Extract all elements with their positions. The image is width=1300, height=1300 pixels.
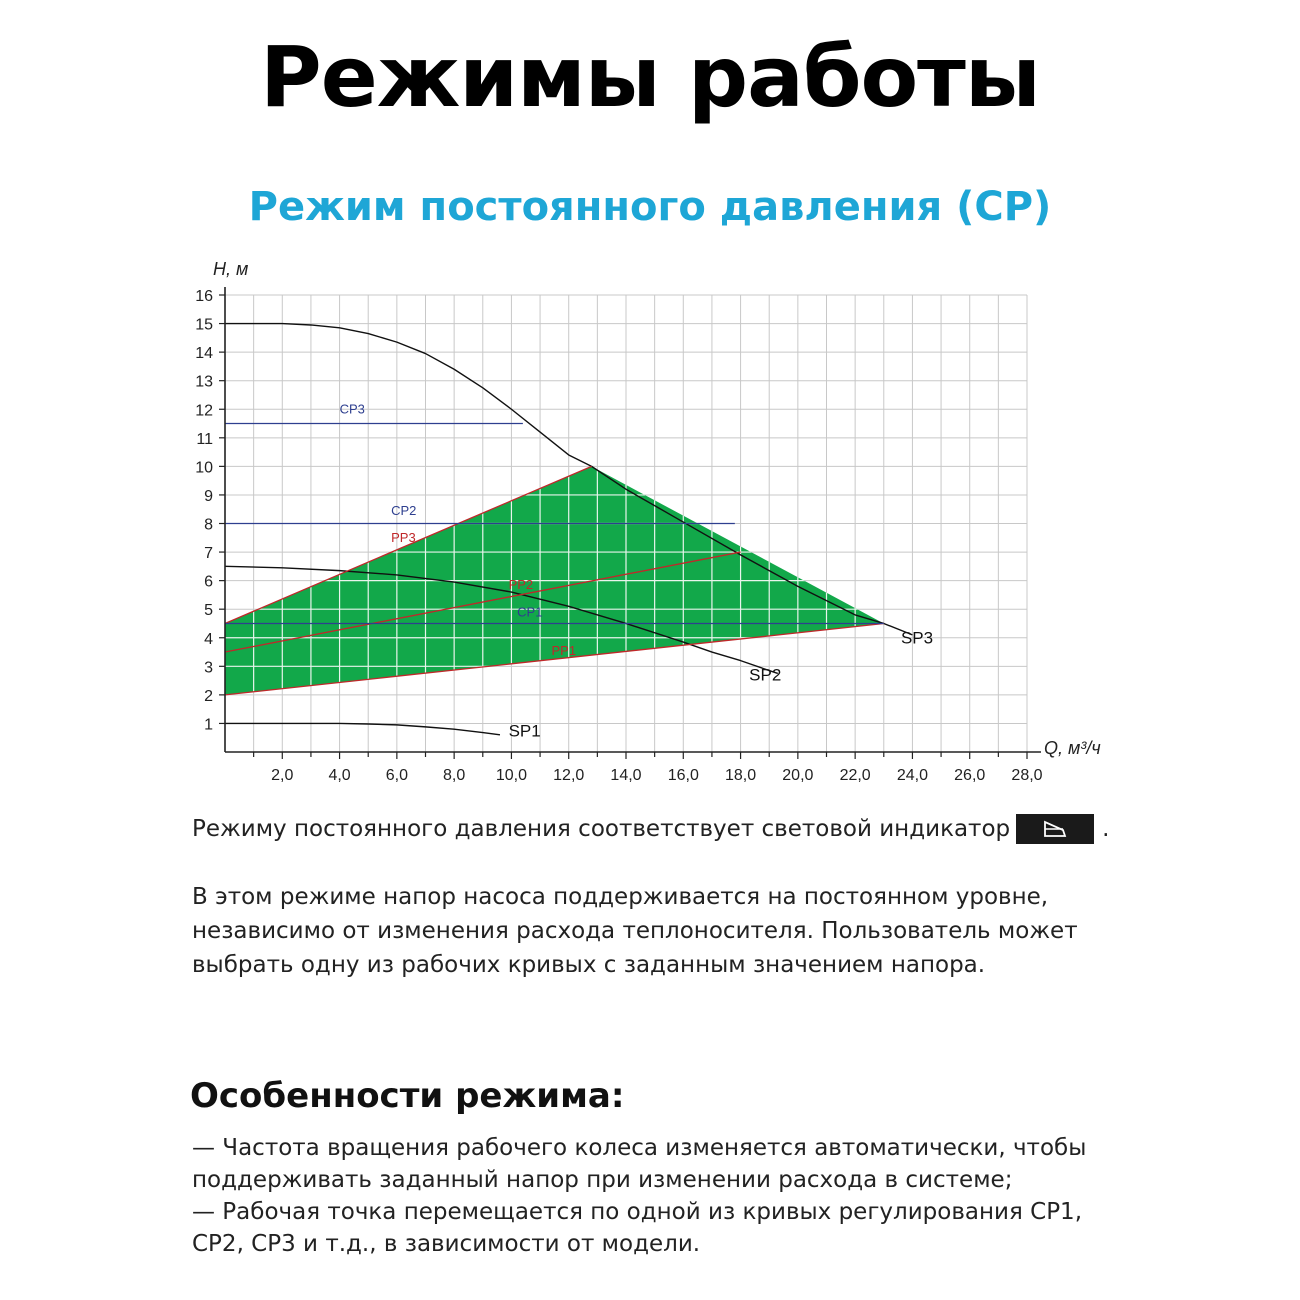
x-tick-label: 26,0 (954, 767, 986, 784)
y-tick-label: 13 (195, 373, 213, 391)
y-tick-label: 1 (204, 716, 213, 734)
feature-item: — Частота вращения рабочего колеса изменяется автоматически, чтобы поддерживать заданный напор при изменении расхода в системе; (192, 1135, 1087, 1193)
x-tick-label: 6,0 (385, 767, 408, 784)
x-tick-label: 10,0 (495, 767, 527, 784)
series-label-cp2: CP2 (391, 502, 417, 518)
y-tick-label: 14 (195, 345, 213, 363)
series-line-sp1 (225, 723, 500, 734)
series-label-pp1: PP1 (551, 642, 577, 658)
x-tick-label: 12,0 (553, 767, 585, 784)
y-tick-label: 6 (204, 573, 213, 591)
indicator-text: Режиму постоянного давления соответствует световой индикатор (192, 816, 1011, 842)
x-tick-label: 28,0 (1011, 767, 1043, 784)
y-tick-label: 10 (195, 459, 213, 477)
y-tick-label: 9 (204, 487, 213, 505)
x-tick-label: 20,0 (782, 767, 814, 784)
x-tick-label: 8,0 (443, 767, 466, 784)
series-label-pp3: PP3 (391, 530, 416, 546)
y-tick-label: 15 (195, 316, 213, 334)
y-tick-label: 16 (195, 288, 213, 305)
series-label-cp3: CP3 (339, 401, 365, 417)
x-tick-label: 16,0 (667, 767, 699, 784)
y-tick-label: 5 (204, 602, 213, 620)
series-label-sp1: SP1 (508, 721, 541, 741)
x-tick-label: 2,0 (271, 767, 294, 784)
indicator-sentence (192, 814, 1109, 844)
x-tick-label: 24,0 (896, 767, 928, 784)
pressure-mode-indicator (1016, 814, 1094, 844)
y-tick-label: 12 (195, 402, 213, 420)
series-label-pp2: PP2 (508, 577, 534, 593)
pressure-mode-icon (1042, 820, 1068, 838)
features-heading: Особенности режима: (190, 1076, 625, 1116)
mode-description: В этом режиме напор насоса поддерживается на постоянном уровне, независимо от изменения расхода теплоносителя. Пользователь может выбрать одну из рабочих кривых с заданным значением напора. (192, 884, 1078, 978)
y-tick-label: 2 (204, 687, 213, 705)
series-label-sp2: SP2 (749, 665, 782, 685)
y-tick-label: 4 (204, 630, 213, 648)
y-axis-label: H, м (213, 259, 249, 279)
x-tick-label: 14,0 (610, 767, 642, 784)
x-axis-label: Q, м³/ч (1044, 738, 1101, 758)
x-tick-label: 22,0 (839, 767, 871, 784)
y-tick-label: 7 (204, 545, 213, 563)
y-tick-label: 3 (204, 659, 213, 677)
series-label-cp1: CP1 (517, 604, 543, 620)
y-tick-label: 8 (204, 516, 213, 534)
y-tick-label: 11 (196, 430, 213, 448)
series-label-sp3: SP3 (900, 628, 934, 648)
indicator-end: . (1102, 816, 1110, 842)
page-subtitle: Режим постоянного давления (CP) (248, 184, 1052, 230)
page-title: Режимы работы (260, 28, 1040, 126)
features-list (192, 1132, 1112, 1260)
x-tick-label: 18,0 (725, 767, 757, 784)
feature-item: — Рабочая точка перемещается по одной из кривых регулирования CP1, CP2, CP3 и т.д., в зависимости от модели. (192, 1199, 1083, 1257)
x-tick-label: 4,0 (328, 767, 351, 784)
